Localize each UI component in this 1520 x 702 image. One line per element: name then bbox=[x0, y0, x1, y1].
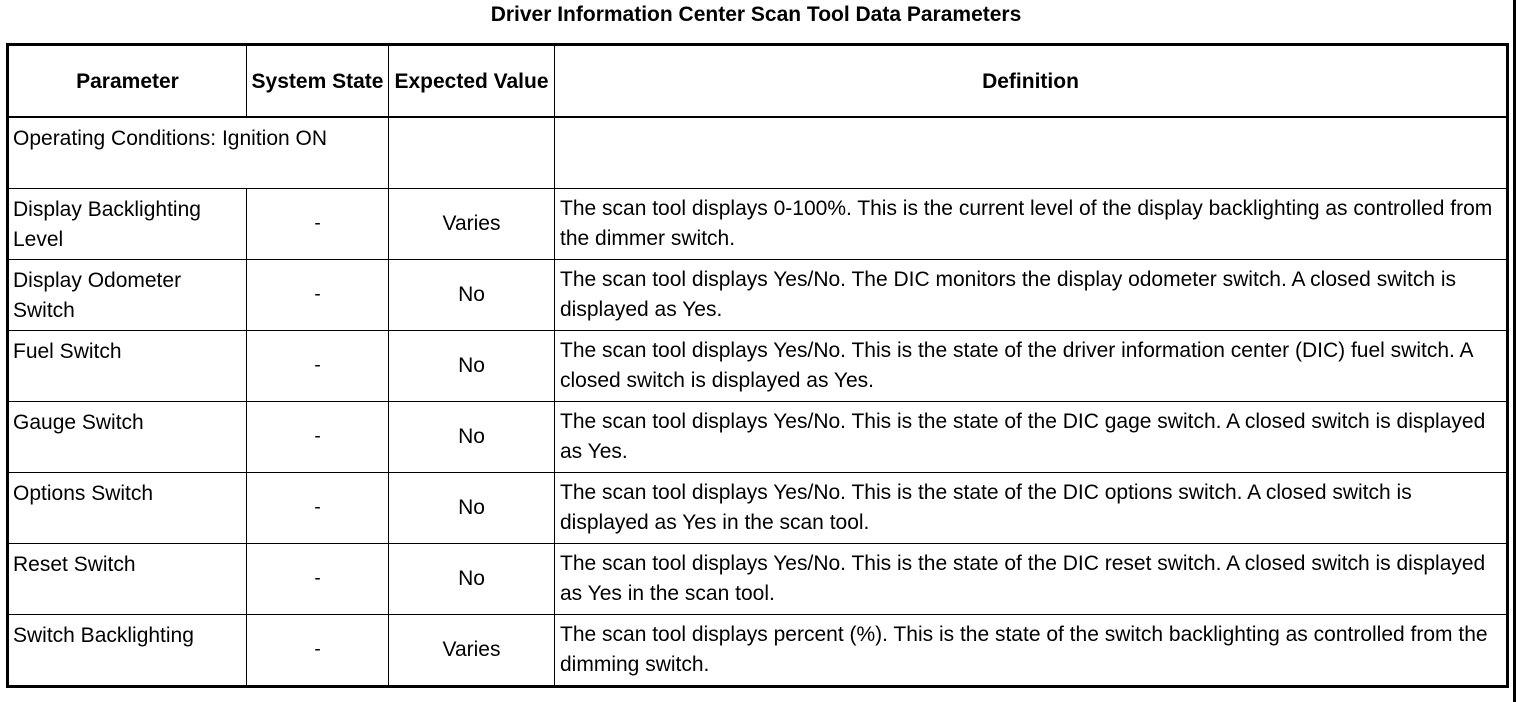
expected-value-cell: No bbox=[389, 473, 555, 544]
header-row bbox=[8, 45, 1508, 118]
header-parameter: Parameter bbox=[8, 45, 247, 118]
operating-conditions-cell: Operating Conditions: Ignition ON bbox=[8, 117, 389, 189]
definition-cell: The scan tool displays percent (%). This is the state of the switch backlighting as controlled from the dimming switch. bbox=[555, 615, 1508, 687]
scan-tool-data-table bbox=[6, 43, 1509, 688]
page-border-rule bbox=[1513, 0, 1516, 702]
definition-cell: The scan tool displays Yes/No. This is the state of the DIC options switch. A closed switch is displayed as Yes in the scan tool. bbox=[555, 473, 1508, 544]
system-state-cell: - bbox=[247, 615, 389, 687]
expected-value-cell: Varies bbox=[389, 189, 555, 260]
parameter-cell: Display Backlighting Level bbox=[8, 189, 247, 260]
table-row bbox=[8, 473, 1508, 544]
operating-conditions-row bbox=[8, 117, 1508, 189]
system-state-cell: - bbox=[247, 331, 389, 402]
table-row bbox=[8, 331, 1508, 402]
table-row bbox=[8, 544, 1508, 615]
expected-value-cell: Varies bbox=[389, 615, 555, 687]
parameter-cell: Fuel Switch bbox=[8, 331, 247, 402]
table-row bbox=[8, 402, 1508, 473]
definition-cell: The scan tool displays Yes/No. This is the state of the DIC reset switch. A closed switch is displayed as Yes in the scan tool. bbox=[555, 544, 1508, 615]
operating-conditions-definition-cell bbox=[555, 117, 1508, 189]
parameter-cell: Options Switch bbox=[8, 473, 247, 544]
definition-cell: The scan tool displays Yes/No. This is the state of the driver information center (DIC) fuel switch. A closed switch is displayed as Yes. bbox=[555, 331, 1508, 402]
table-row bbox=[8, 615, 1508, 687]
parameter-cell: Switch Backlighting bbox=[8, 615, 247, 687]
parameter-cell: Gauge Switch bbox=[8, 402, 247, 473]
page-title: Driver Information Center Scan Tool Data Parameters bbox=[490, 3, 1022, 26]
system-state-cell: - bbox=[247, 402, 389, 473]
parameter-cell: Reset Switch bbox=[8, 544, 247, 615]
expected-value-cell: No bbox=[389, 260, 555, 331]
system-state-cell: - bbox=[247, 189, 389, 260]
table-row bbox=[8, 260, 1508, 331]
system-state-cell: - bbox=[247, 544, 389, 615]
operating-conditions-empty-cell bbox=[389, 117, 555, 189]
header-expected-value: Expected Value bbox=[389, 45, 555, 118]
system-state-cell: - bbox=[247, 260, 389, 331]
expected-value-cell: No bbox=[389, 402, 555, 473]
definition-cell: The scan tool displays 0-100%. This is the current level of the display backlighting as controlled from the dimmer switch. bbox=[555, 189, 1508, 260]
header-definition: Definition bbox=[555, 45, 1508, 118]
expected-value-cell: No bbox=[389, 544, 555, 615]
definition-cell: The scan tool displays Yes/No. This is the state of the DIC gage switch. A closed switch is displayed as Yes. bbox=[555, 402, 1508, 473]
definition-cell: The scan tool displays Yes/No. The DIC monitors the display odometer switch. A closed switch is displayed as Yes. bbox=[555, 260, 1508, 331]
header-system-state: System State bbox=[247, 45, 389, 118]
parameter-cell: Display Odometer Switch bbox=[8, 260, 247, 331]
expected-value-cell: No bbox=[389, 331, 555, 402]
table-row bbox=[8, 189, 1508, 260]
system-state-cell: - bbox=[247, 473, 389, 544]
